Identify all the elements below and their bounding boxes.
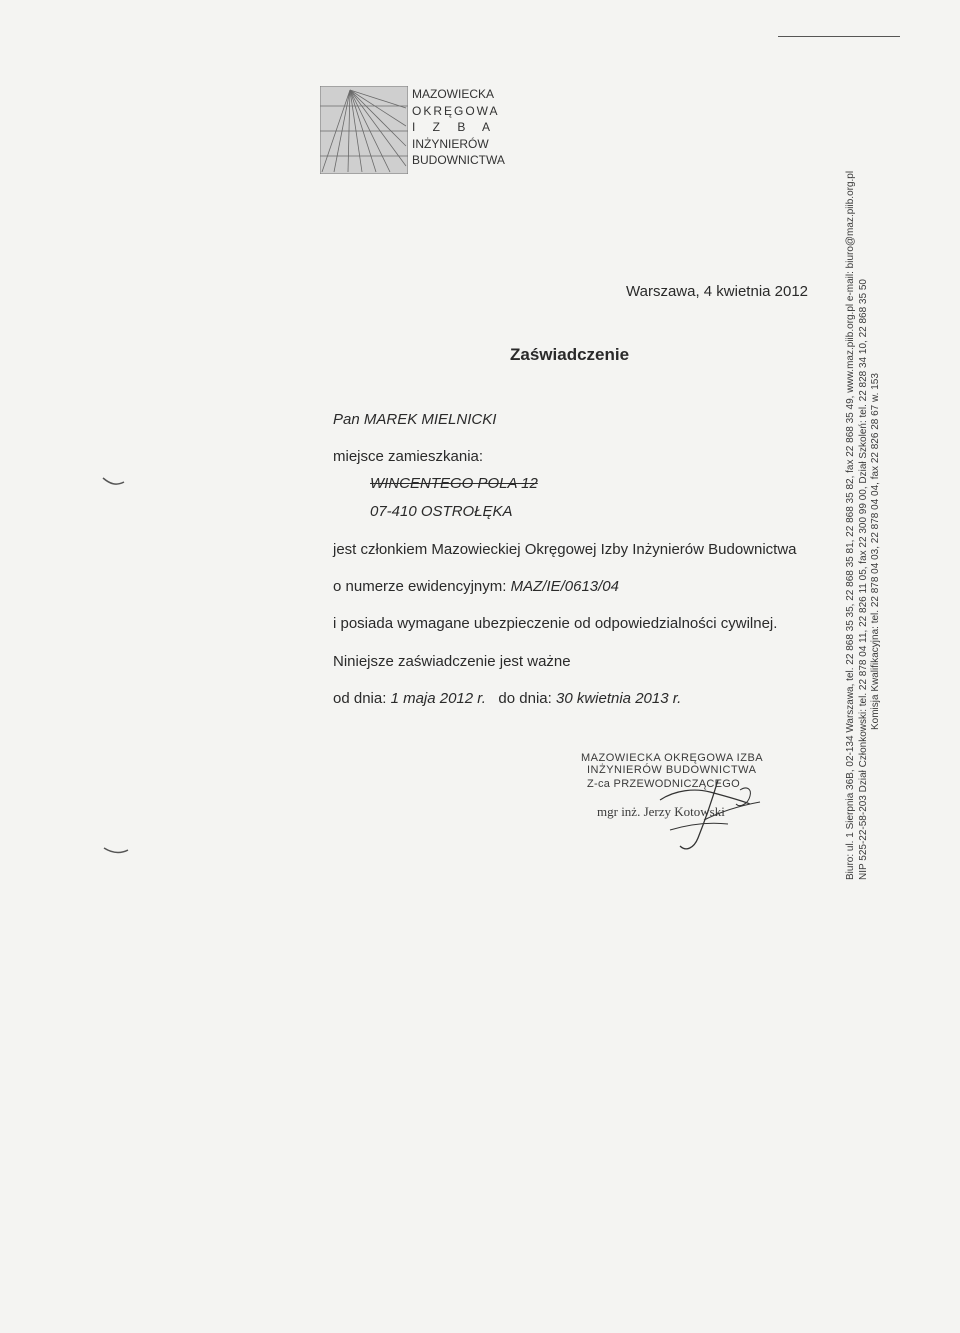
- stamp-line-3: Z-ca PRZEWODNICZĄCEGO: [587, 778, 740, 790]
- valid-to-date: 30 kwietnia 2013 r.: [555, 690, 682, 707]
- valid-from-date: 1 maja 2012 r.: [390, 690, 486, 707]
- stamp-line-1: MAZOWIECKA OKRĘGOWA IZBA: [581, 752, 764, 764]
- logo-line-2: OKRĘGOWA: [412, 103, 500, 118]
- registration-number: MAZ/IE/0613/04: [510, 578, 619, 595]
- membership-statement: jest członkiem Mazowieckiej Okręgowej Izby Inżynierów Budownictwa: [333, 541, 797, 558]
- scan-mark-top: [103, 478, 124, 484]
- address-city: 07-410 OSTROŁĘKA: [370, 503, 513, 520]
- registration-label: o numerze ewidencyjnym:: [333, 578, 507, 595]
- chamber-logo: [320, 86, 510, 178]
- footer-line-2: NIP 525-22-58-203 Dział Członkowski: tel. 22 878 04 11, 22 826 11 05, fax 22 300 99 00, Dział Szkoleń: tel. 22 828 34 10, 22 868 35 50: [857, 279, 869, 880]
- validity-intro: Niniejsze zaświadczenie jest ważne: [333, 653, 571, 670]
- logo-line-1: MAZOWIECKA: [412, 87, 495, 101]
- recipient-name: MAREK MIELNICKI: [363, 411, 497, 428]
- footer-line-3: Komisja Kwalifikacyjna: tel. 22 878 04 03, 22 878 04 04, fax 22 826 28 67 w. 153: [870, 373, 881, 730]
- issue-date: Warszawa, 4 kwietnia 2012: [626, 283, 809, 300]
- recipient: [333, 411, 496, 428]
- registration-line: [333, 578, 619, 595]
- footer-line-1: Biuro: ul. 1 Sierpnia 36B, 02-134 Warszawa, tel. 22 868 35 35, 22 868 35 81, 22 868 35 82, fax 22 868 35 49, www.maz.piib.org.pl e-mail: biuro@maz.piib.org.pl: [845, 170, 856, 880]
- footer-contact: [845, 50, 895, 880]
- logo-line-3: I Z B A: [412, 120, 498, 134]
- address-street: WINCENTEGO POLA 12: [370, 475, 538, 492]
- handwritten-signature: [600, 760, 780, 855]
- logo-graphic-icon: [320, 86, 408, 174]
- logo-text: [412, 86, 505, 169]
- logo-line-5: BUDOWNICTWA: [412, 153, 505, 167]
- stamp-line-2: INŻYNIERÓW BUDOWNICTWA: [587, 764, 757, 776]
- scan-mark-bottom: [104, 848, 128, 852]
- valid-to-label: do dnia:: [498, 690, 552, 707]
- residence-label: miejsce zamieszkania:: [333, 448, 484, 465]
- document-title: Zaświadczenie: [510, 345, 630, 364]
- valid-from-label: od dnia:: [333, 690, 387, 707]
- logo-line-4: INŻYNIERÓW: [412, 136, 489, 151]
- stamp-signer: mgr inż. Jerzy Kotowski: [597, 804, 725, 819]
- recipient-prefix: Pan: [333, 411, 360, 428]
- validity-dates: [333, 690, 681, 707]
- insurance-statement: i posiada wymagane ubezpieczenie od odpowiedzialności cywilnej.: [333, 615, 778, 632]
- top-rule: [778, 36, 900, 37]
